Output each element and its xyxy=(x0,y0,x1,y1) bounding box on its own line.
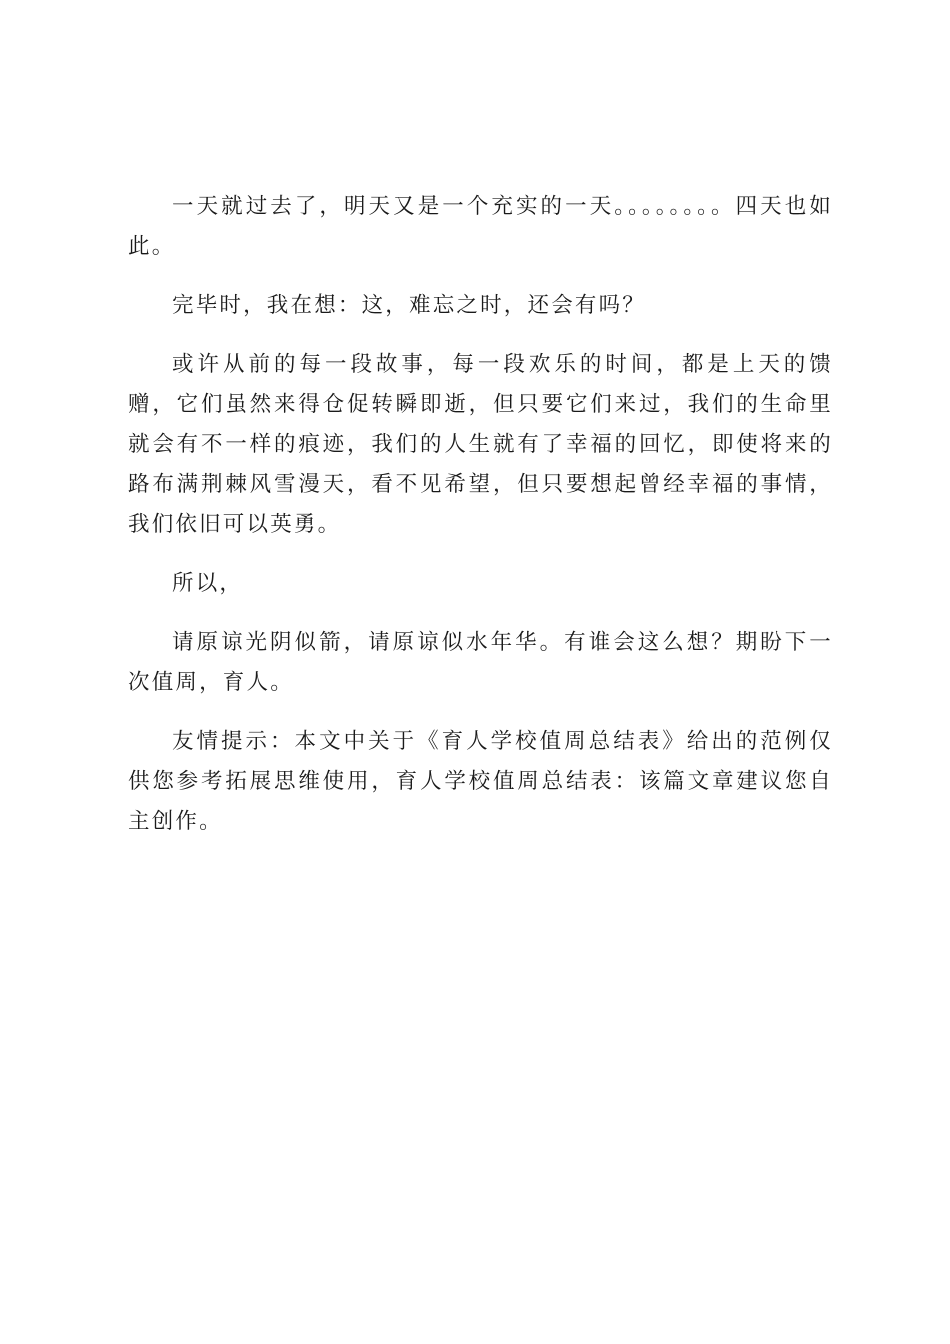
paragraph-1: 一天就过去了，明天又是一个充实的一天。。。。。。。。四天也如此。 xyxy=(128,194,833,259)
paragraph-2: 完毕时，我在想：这，难忘之时，还会有吗？ xyxy=(172,293,647,318)
document-body xyxy=(128,187,833,861)
paragraph-3: 或许从前的每一段故事，每一段欢乐的时间，都是上天的馈赠，它们虽然来得仓促转瞬即逝，但只要它们来过，我们的生命里就会有不一样的痕迹，我们的人生就有了幸福的回忆，即使将来的路布满荆棘风雪漫天，看不见希望，但只要想起曾经幸福的事情，我们依旧可以英勇。 xyxy=(128,352,833,537)
paragraph-4: 所以， xyxy=(172,571,244,596)
paragraph-6-tip: 友情提示：本文中关于《育人学校值周总结表》给出的范例仅供您参考拓展思维使用，育人学校值周总结表：该篇文章建议您自主创作。 xyxy=(128,729,833,834)
paragraph-5: 请原谅光阴似箭，请原谅似水年华。有谁会这么想？期盼下一次值周，育人。 xyxy=(128,630,833,695)
